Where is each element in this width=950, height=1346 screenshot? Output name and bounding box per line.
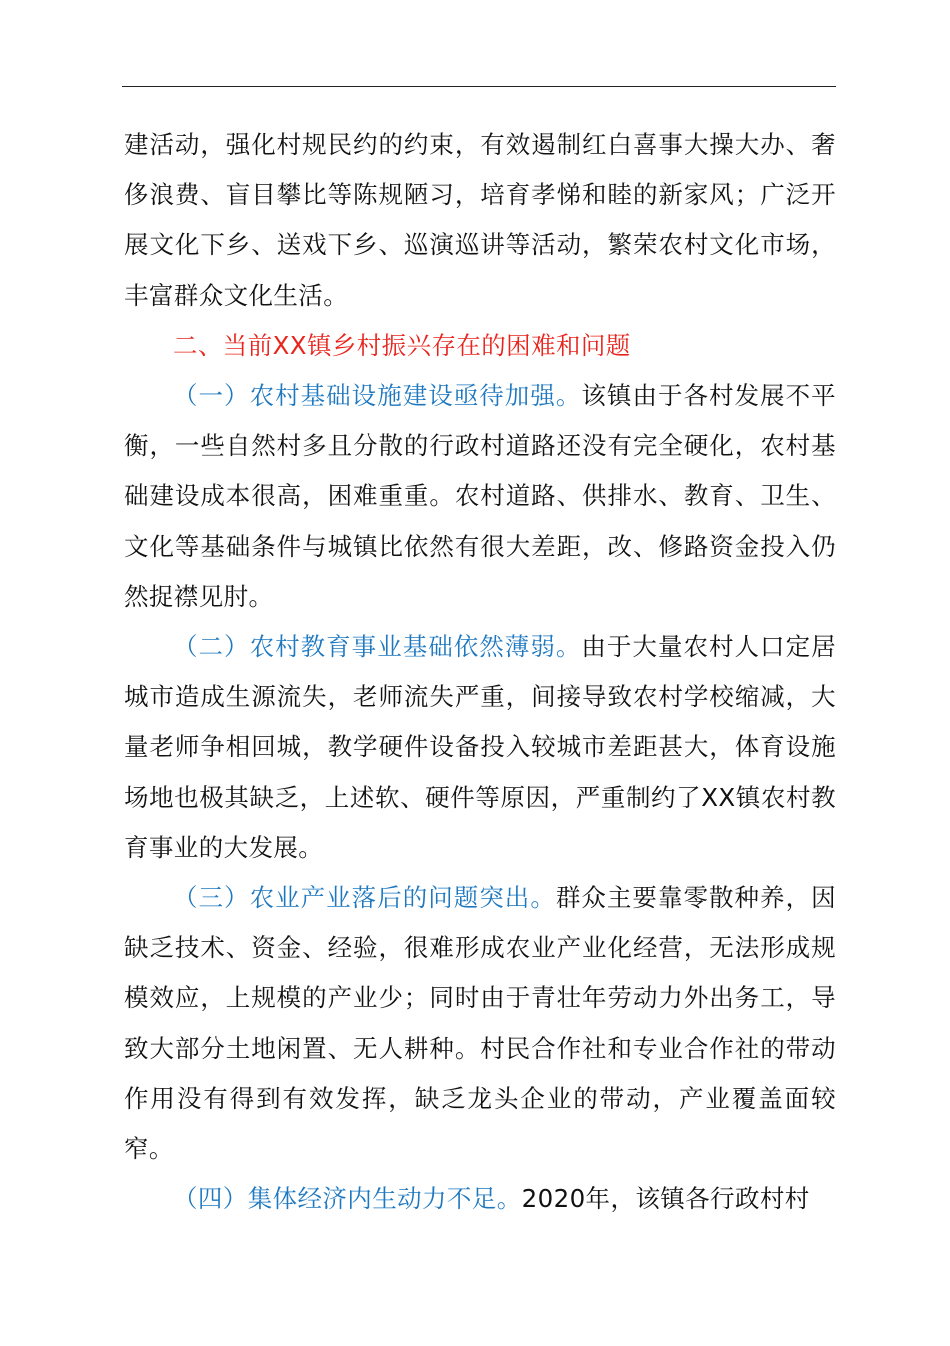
continued-paragraph: 建活动，强化村规民约的约束，有效遏制红白喜事大操大办、奢侈浪费、盲目攀比等陈规陋习，培育孝悌和睦的新家风；广泛开展文化下乡、送戏下乡、巡演巡讲等活动，繁荣农村文化市场，丰富群众文化生活。 — [124, 130, 836, 310]
document-body — [124, 120, 836, 1224]
subsection-3-heading: （三）农业产业落后的问题突出。 — [173, 883, 556, 913]
subsection-1-body: 该镇由于各村发展不平衡，一些自然村多且分散的行政村道路还没有完全硬化，农村基础建设成本很高，困难重重。农村道路、供排水、教育、卫生、文化等基础条件与城镇比依然有很大差距，改、修路资金投入仍然捉襟见肘。 — [124, 381, 837, 611]
subsection-2 — [124, 622, 836, 873]
subsection-3-body: 群众主要靠零散种养，因缺乏技术、资金、经验，很难形成农业产业化经营，无法形成规模效应，上规模的产业少；同时由于青壮年劳动力外出务工，导致大部分土地闲置、无人耕种。村民合作社和专业合作社的带动作用没有得到有效发挥，缺乏龙头企业的带动，产业覆盖面较窄。 — [124, 883, 836, 1164]
subsection-1-heading: （一）农村基础设施建设亟待加强。 — [173, 381, 582, 411]
subsection-3 — [124, 873, 836, 1174]
section-heading: 二、当前XX镇乡村振兴存在的困难和问题 — [173, 330, 631, 360]
subsection-2-body: 由于大量农村人口定居城市造成生源流失，老师流失严重，间接导致农村学校缩减，大量老师争相回城，教学硬件设备投入较城市差距甚大，体育设施场地也极其缺乏，上述软、硬件等原因，严重制约了XX镇农村教育事业的大发展。 — [124, 632, 837, 862]
subsection-1 — [124, 371, 836, 622]
header-rule — [122, 86, 836, 87]
subsection-4-body: 2020年，该镇各行政村村 — [521, 1184, 810, 1214]
subsection-4-heading: （四）集体经济内生动力不足。 — [173, 1184, 522, 1214]
subsection-2-heading: （二）农村教育事业基础依然薄弱。 — [173, 632, 582, 662]
subsection-4 — [124, 1174, 836, 1224]
